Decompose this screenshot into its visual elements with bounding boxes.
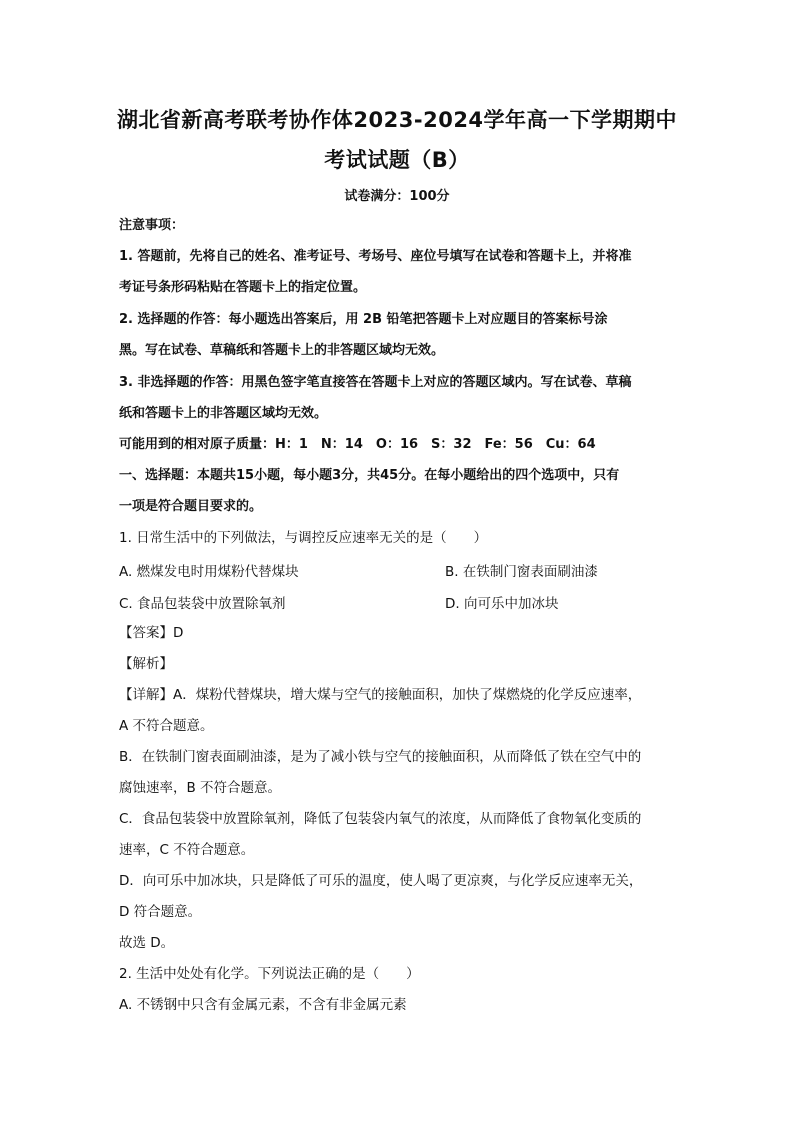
question-1-detail-a-line2: A 不符合题意。: [119, 718, 214, 734]
section1-heading-line2: 一项是符合题目要求的。: [119, 499, 263, 514]
question-1-analysis-label: 【解析】: [119, 656, 173, 672]
atomic-masses: 可能用到的相对原子质量：H：1 N：14 O：16 S：32 Fe：56 Cu：64: [119, 437, 596, 452]
question-1-option-c: C. 食品包装袋中放置除氧剂: [119, 596, 286, 612]
question-2-stem: 2. 生活中处处有化学。下列说法正确的是（ ）: [119, 966, 420, 982]
question-1-detail-b-line2: 腐蚀速率，B 不符合题意。: [119, 780, 282, 796]
note-2-line2: 黑。写在试卷、草稿纸和答题卡上的非答题区域均无效。: [119, 343, 445, 358]
question-2-option-a: A. 不锈钢中只含有金属元素，不含有非金属元素: [119, 997, 407, 1013]
question-1-stem: 1. 日常生活中的下列做法，与调控反应速率无关的是（ ）: [119, 530, 488, 546]
question-1-conclusion: 故选 D。: [119, 935, 175, 951]
note-3-line2: 纸和答题卡上的非答题区域均无效。: [119, 406, 328, 421]
notes-heading: 注意事项：: [119, 218, 185, 233]
question-1-answer: 【答案】D: [119, 625, 184, 641]
note-1-line1: 1. 答题前，先将自己的姓名、准考证号、考场号、座位号填写在试卷和答题卡上，并将准: [119, 249, 632, 264]
section1-heading-line1: 一、选择题：本题共15小题，每小题3分，共45分。在每小题给出的四个选项中，只有: [119, 468, 620, 483]
question-1-detail-a-line1: 【详解】A．煤粉代替煤块，增大煤与空气的接触面积，加快了煤燃烧的化学反应速率，: [119, 687, 642, 703]
question-1-detail-d-line1: D．向可乐中加冰块，只是降低了可乐的温度，使人喝了更凉爽，与化学反应速率无关，: [119, 873, 643, 889]
full-score: 试卷满分：100分: [344, 189, 450, 204]
question-1-option-a: A. 燃煤发电时用煤粉代替煤块: [119, 564, 299, 580]
note-3-line1: 3. 非选择题的作答：用黑色签字笔直接答在答题卡上对应的答题区域内。写在试卷、草稿: [119, 375, 632, 390]
question-1-detail-c-line1: C．食品包装袋中放置除氧剂，降低了包装袋内氧气的浓度，从而降低了食物氧化变质的: [119, 811, 642, 827]
question-1-options-row1: [119, 560, 679, 580]
exam-title-line1: 湖北省新高考联考协作体2023-2024学年高一下学期期中: [116, 108, 678, 132]
exam-title-line2: 考试试题（B）: [324, 148, 470, 172]
question-1-option-b: B. 在铁制门窗表面刷油漆: [445, 564, 598, 580]
question-1-detail-c-line2: 速率，C 不符合题意。: [119, 842, 255, 858]
note-2-line1: 2. 选择题的作答：每小题选出答案后，用 2B 铅笔把答题卡上对应题目的答案标号涂: [119, 312, 608, 327]
question-1-option-d: D. 向可乐中加冰块: [445, 596, 559, 612]
question-1-detail-d-line2: D 符合题意。: [119, 904, 202, 920]
question-1-options-row2: [119, 592, 679, 612]
note-1-line2: 考证号条形码粘贴在答题卡上的指定位置。: [119, 280, 367, 295]
question-1-detail-b-line1: B．在铁制门窗表面刷油漆，是为了减小铁与空气的接触面积，从而降低了铁在空气中的: [119, 749, 642, 765]
